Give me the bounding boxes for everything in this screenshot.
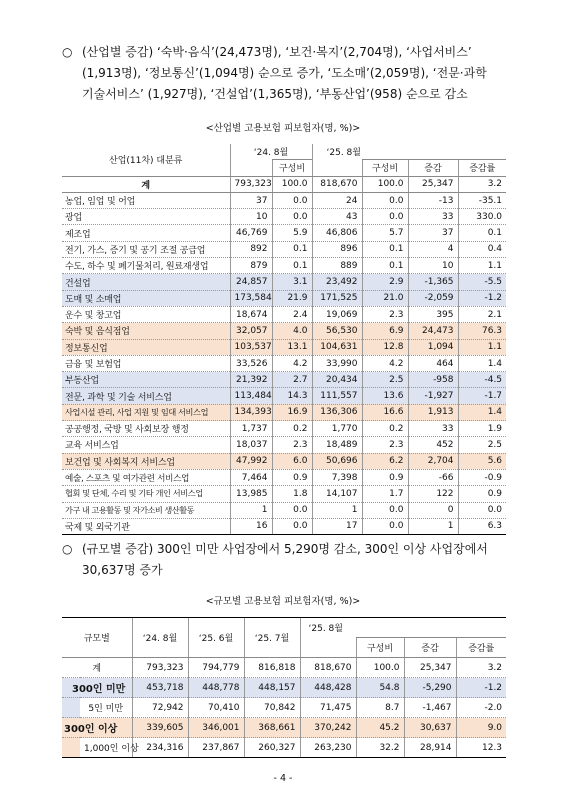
header-industry: 산업(11차) 대분류	[62, 144, 230, 176]
cell-value: 0	[408, 502, 458, 518]
row-label: 사업시설 관리, 사업 지원 및 임대 서비스업	[62, 404, 230, 420]
cell-value: 2.3	[362, 437, 408, 453]
cell-value: 0.0	[362, 518, 408, 534]
cell-value: 2.3	[362, 306, 408, 322]
cell-value: 0.0	[458, 502, 506, 518]
header-empty	[230, 160, 272, 176]
cell-value: 0.9	[458, 486, 506, 502]
cell-value: 0.2	[362, 421, 408, 437]
cell-value: 793,323	[230, 176, 272, 192]
cell-value: 0.9	[362, 469, 408, 485]
table-row	[62, 372, 506, 388]
table-row	[62, 241, 506, 257]
header-rate: 증감률	[458, 160, 506, 176]
table-row	[62, 437, 506, 453]
cell-value: 20,434	[312, 372, 362, 388]
cell-value: -66	[408, 469, 458, 485]
cell-value: -958	[408, 372, 458, 388]
cell-value: 0.0	[272, 192, 312, 208]
summary-line: (1,913명), ‘정보통신’(1,094명) 순으로 증가, ‘도소매’(2,059명), ‘전문·과학	[82, 66, 487, 80]
cell-value: 33	[408, 209, 458, 225]
cell-value: 32.2	[356, 738, 404, 758]
row-label: 도매 및 소매업	[62, 290, 230, 306]
table-row	[62, 698, 506, 718]
cell-value: -2,059	[408, 290, 458, 306]
cell-value: 100.0	[362, 176, 408, 192]
table-row	[62, 738, 506, 758]
cell-value: 794,779	[188, 658, 244, 678]
industry-insurance-table	[62, 144, 506, 535]
cell-value: 16.6	[362, 404, 408, 420]
summary-line: (규모별 증감) 300인 미만 사업장에서 5,290명 감소, 300인 이상 사업장에서	[82, 542, 488, 556]
header-rate: 증감률	[456, 638, 506, 658]
bullet-marker: ○	[62, 542, 73, 556]
cell-value: 7,464	[230, 469, 272, 485]
cell-value: 464	[408, 355, 458, 371]
cell-value: -35.1	[458, 192, 506, 208]
cell-value: -1.7	[458, 388, 506, 404]
table-row	[62, 225, 506, 241]
cell-value: 10	[230, 209, 272, 225]
cell-value: 18,037	[230, 437, 272, 453]
bullet-marker: ○	[62, 45, 73, 59]
cell-value: 134,393	[230, 404, 272, 420]
cell-value: 1,737	[230, 421, 272, 437]
cell-value: 889	[312, 258, 362, 274]
cell-value: 56,530	[312, 323, 362, 339]
header-size: 규모별	[62, 618, 132, 658]
cell-value: 2.1	[458, 306, 506, 322]
header-share: 구성비	[272, 160, 312, 176]
cell-value: 33,526	[230, 355, 272, 371]
cell-value: 46,769	[230, 225, 272, 241]
cell-value: 104,631	[312, 339, 362, 355]
cell-value: 892	[230, 241, 272, 257]
row-label: 국제 및 외국기관	[62, 518, 230, 534]
cell-value: 12.3	[456, 738, 506, 758]
cell-value: 1.4	[458, 404, 506, 420]
cell-value: 24,473	[408, 323, 458, 339]
cell-value: 0.0	[362, 192, 408, 208]
cell-value: -4.5	[458, 372, 506, 388]
cell-value: 50,696	[312, 453, 362, 469]
cell-value: 818,670	[312, 176, 362, 192]
summary-line: 30,637명 증가	[82, 563, 163, 577]
summary-line: (산업별 증감) ‘숙박·음식’(24,473명), ‘보건·복지’(2,704명), ‘사업서비스’	[82, 45, 472, 59]
cell-value: 136,306	[312, 404, 362, 420]
cell-value: 0.0	[272, 518, 312, 534]
cell-value: 0.4	[458, 241, 506, 257]
cell-value: 1.8	[272, 486, 312, 502]
cell-value: 237,867	[188, 738, 244, 758]
cell-value: 2.5	[458, 437, 506, 453]
cell-value: 879	[230, 258, 272, 274]
table-row	[62, 192, 506, 208]
cell-value: 13.6	[362, 388, 408, 404]
cell-value: 45.2	[356, 718, 404, 738]
row-label: 5인 미만	[80, 698, 132, 718]
header-change: 증감	[404, 638, 456, 658]
cell-value: 896	[312, 241, 362, 257]
table-row	[62, 421, 506, 437]
cell-value: 2.5	[362, 372, 408, 388]
cell-value: 448,428	[300, 678, 356, 698]
cell-value: -1.2	[458, 290, 506, 306]
cell-value: 0.1	[458, 225, 506, 241]
cell-value: -13	[408, 192, 458, 208]
cell-value: 2.9	[362, 274, 408, 290]
cell-value: 33	[408, 421, 458, 437]
cell-value: 6.0	[272, 453, 312, 469]
cell-value: 32,057	[230, 323, 272, 339]
cell-value: 100.0	[356, 658, 404, 678]
cell-value: 0.0	[362, 502, 408, 518]
table-row	[62, 678, 506, 698]
row-label: 1,000인 이상	[80, 738, 132, 758]
table-row	[62, 486, 506, 502]
cell-value: 8.7	[356, 698, 404, 718]
cell-value: 793,323	[132, 658, 188, 678]
row-label: 예술, 스포츠 및 여가관련 서비스업	[62, 469, 230, 485]
cell-value: 13.1	[272, 339, 312, 355]
row-label: 300인 이상	[62, 718, 132, 738]
row-label: 가구 내 고용활동 및 자가소비 생산활동	[62, 502, 230, 518]
cell-value: 122	[408, 486, 458, 502]
cell-value: 4.2	[362, 355, 408, 371]
cell-value: 260,327	[244, 738, 300, 758]
cell-value: 6.3	[458, 518, 506, 534]
cell-value: 30,637	[404, 718, 456, 738]
cell-value: 4	[408, 241, 458, 257]
cell-value: 72,942	[132, 698, 188, 718]
cell-value: -1,467	[404, 698, 456, 718]
cell-value: 18,489	[312, 437, 362, 453]
cell-value: 0.1	[272, 258, 312, 274]
cell-value: 3.2	[458, 176, 506, 192]
row-label: 공공행정, 국방 및 사회보장 행정	[62, 421, 230, 437]
row-label: 광업	[62, 209, 230, 225]
cell-value: 816,818	[244, 658, 300, 678]
cell-value: 24	[312, 192, 362, 208]
cell-value: 1.9	[458, 421, 506, 437]
cell-value: 1,770	[312, 421, 362, 437]
row-label: 300인 미만	[62, 678, 132, 698]
table-row	[62, 176, 506, 192]
cell-value: 2.7	[272, 372, 312, 388]
cell-value: 18,674	[230, 306, 272, 322]
header-aug24: ‘24. 8월	[230, 144, 312, 160]
summary-line: 기술서비스’ (1,927명), ‘건설업’(1,365명), ‘부동산업’(958) 순으로 감소	[82, 87, 468, 101]
cell-value: 339,605	[132, 718, 188, 738]
header-share: 구성비	[356, 638, 404, 658]
cell-value: 21.0	[362, 290, 408, 306]
row-label: 수도, 하수 및 폐기물처리, 원료재생업	[62, 258, 230, 274]
cell-value: 28,914	[404, 738, 456, 758]
cell-value: 16.9	[272, 404, 312, 420]
row-label: 농업, 임업 및 어업	[62, 192, 230, 208]
cell-value: 1.1	[458, 258, 506, 274]
cell-value: 5.9	[272, 225, 312, 241]
cell-value: 448,157	[244, 678, 300, 698]
table-row	[62, 209, 506, 225]
cell-value: 453,718	[132, 678, 188, 698]
cell-value: 346,001	[188, 718, 244, 738]
cell-value: 24,857	[230, 274, 272, 290]
cell-value: 330.0	[458, 209, 506, 225]
header-aug25: ‘25. 8월	[312, 144, 506, 160]
cell-value: -1,365	[408, 274, 458, 290]
cell-value: 54.8	[356, 678, 404, 698]
cell-value: 818,670	[300, 658, 356, 678]
cell-value: 76.3	[458, 323, 506, 339]
cell-value: 13,985	[230, 486, 272, 502]
cell-value: 1,094	[408, 339, 458, 355]
cell-value: 2.4	[272, 306, 312, 322]
cell-value: 1	[408, 518, 458, 534]
table-row	[62, 502, 506, 518]
row-label: 전문, 과학 및 기술 서비스업	[62, 388, 230, 404]
header-jul25: ‘25. 7월	[244, 618, 300, 658]
size-summary-paragraph	[62, 539, 522, 581]
cell-value: 5.7	[362, 225, 408, 241]
size-table-caption: <규모별 고용보험 피보험자(명, %)>	[205, 596, 361, 607]
row-label: 정보통신업	[62, 339, 230, 355]
row-label: 운수 및 창고업	[62, 306, 230, 322]
cell-value: 0.2	[272, 421, 312, 437]
row-label: 전기, 가스, 증기 및 공기 조절 공급업	[62, 241, 230, 257]
cell-value: 37	[408, 225, 458, 241]
cell-value: 14,107	[312, 486, 362, 502]
row-label: 금융 및 보험업	[62, 355, 230, 371]
cell-value: 9.0	[456, 718, 506, 738]
cell-value: 452	[408, 437, 458, 453]
industry-table-caption: <산업별 고용보험 피보험자(명, %)>	[205, 123, 361, 134]
cell-value: 0.0	[272, 502, 312, 518]
cell-value: 43	[312, 209, 362, 225]
cell-value: 17	[312, 518, 362, 534]
cell-value: 3.2	[456, 658, 506, 678]
table-row	[62, 274, 506, 290]
table-row	[62, 658, 506, 678]
cell-value: 37	[230, 192, 272, 208]
industry-summary-paragraph	[62, 42, 522, 105]
table-row	[62, 323, 506, 339]
cell-value: 25,347	[404, 658, 456, 678]
header-aug25: ‘25. 8월	[300, 618, 506, 638]
cell-value: -2.0	[456, 698, 506, 718]
table-row	[62, 518, 506, 534]
cell-value: 4.0	[272, 323, 312, 339]
cell-value: 16	[230, 518, 272, 534]
cell-value: 70,842	[244, 698, 300, 718]
row-label: 건설업	[62, 274, 230, 290]
cell-value: 23,492	[312, 274, 362, 290]
cell-value: 0.0	[272, 209, 312, 225]
cell-value: 111,557	[312, 388, 362, 404]
table-row	[62, 718, 506, 738]
cell-value: 171,525	[312, 290, 362, 306]
table-row	[62, 453, 506, 469]
table-row	[62, 339, 506, 355]
cell-value: 0.0	[362, 209, 408, 225]
row-label: 부동산업	[62, 372, 230, 388]
cell-value: 1	[312, 502, 362, 518]
cell-value: 368,661	[244, 718, 300, 738]
size-insurance-table	[62, 617, 506, 758]
cell-value: 12.8	[362, 339, 408, 355]
cell-value: 46,806	[312, 225, 362, 241]
cell-value: 234,316	[132, 738, 188, 758]
table-row	[62, 290, 506, 306]
row-label: 교육 서비스업	[62, 437, 230, 453]
cell-value: 71,475	[300, 698, 356, 718]
row-label: 숙박 및 음식점업	[62, 323, 230, 339]
cell-value: 21.9	[272, 290, 312, 306]
cell-value: 103,537	[230, 339, 272, 355]
cell-value: 448,778	[188, 678, 244, 698]
row-label: 계	[62, 658, 132, 678]
cell-value: 1.7	[362, 486, 408, 502]
cell-value: 6.2	[362, 453, 408, 469]
row-label: 보건업 및 사회복지 서비스업	[62, 453, 230, 469]
cell-value: 1,913	[408, 404, 458, 420]
cell-value: 100.0	[272, 176, 312, 192]
cell-value: 21,392	[230, 372, 272, 388]
cell-value: 5.6	[458, 453, 506, 469]
cell-value: 25,347	[408, 176, 458, 192]
cell-value: 173,584	[230, 290, 272, 306]
cell-value: 4.2	[272, 355, 312, 371]
table-row	[62, 388, 506, 404]
cell-value: 1.1	[458, 339, 506, 355]
table-row	[62, 258, 506, 274]
cell-value: 113,484	[230, 388, 272, 404]
row-indent	[62, 738, 80, 758]
cell-value: 0.1	[362, 258, 408, 274]
cell-value: 33,990	[312, 355, 362, 371]
cell-value: 263,230	[300, 738, 356, 758]
cell-value: 7,398	[312, 469, 362, 485]
cell-value: -0.9	[458, 469, 506, 485]
page-number: - 4 -	[273, 773, 293, 784]
cell-value: 2,704	[408, 453, 458, 469]
cell-value: 1.4	[458, 355, 506, 371]
header-jun25: ‘25. 6월	[188, 618, 244, 658]
cell-value: 0.1	[272, 241, 312, 257]
cell-value: -1,927	[408, 388, 458, 404]
cell-value: 0.1	[362, 241, 408, 257]
header-aug24: ‘24. 8월	[132, 618, 188, 658]
cell-value: 1	[230, 502, 272, 518]
row-label: 계	[62, 176, 230, 192]
cell-value: 395	[408, 306, 458, 322]
row-indent	[62, 698, 80, 718]
header-empty	[300, 638, 356, 658]
table-row	[62, 355, 506, 371]
cell-value: 2.3	[272, 437, 312, 453]
row-label: 제조업	[62, 225, 230, 241]
cell-value: -5.5	[458, 274, 506, 290]
header-share: 구성비	[362, 160, 408, 176]
cell-value: 10	[408, 258, 458, 274]
row-label: 협회 및 단체, 수리 및 기타 개인 서비스업	[62, 486, 230, 502]
cell-value: 370,242	[300, 718, 356, 738]
cell-value: -5,290	[404, 678, 456, 698]
cell-value: 47,992	[230, 453, 272, 469]
cell-value: 3.1	[272, 274, 312, 290]
cell-value: 70,410	[188, 698, 244, 718]
cell-value: 6.9	[362, 323, 408, 339]
header-empty	[312, 160, 362, 176]
table-row	[62, 469, 506, 485]
cell-value: 14.3	[272, 388, 312, 404]
cell-value: -1.2	[456, 678, 506, 698]
table-row	[62, 306, 506, 322]
header-change: 증감	[408, 160, 458, 176]
cell-value: 0.9	[272, 469, 312, 485]
table-row	[62, 404, 506, 420]
cell-value: 19,069	[312, 306, 362, 322]
